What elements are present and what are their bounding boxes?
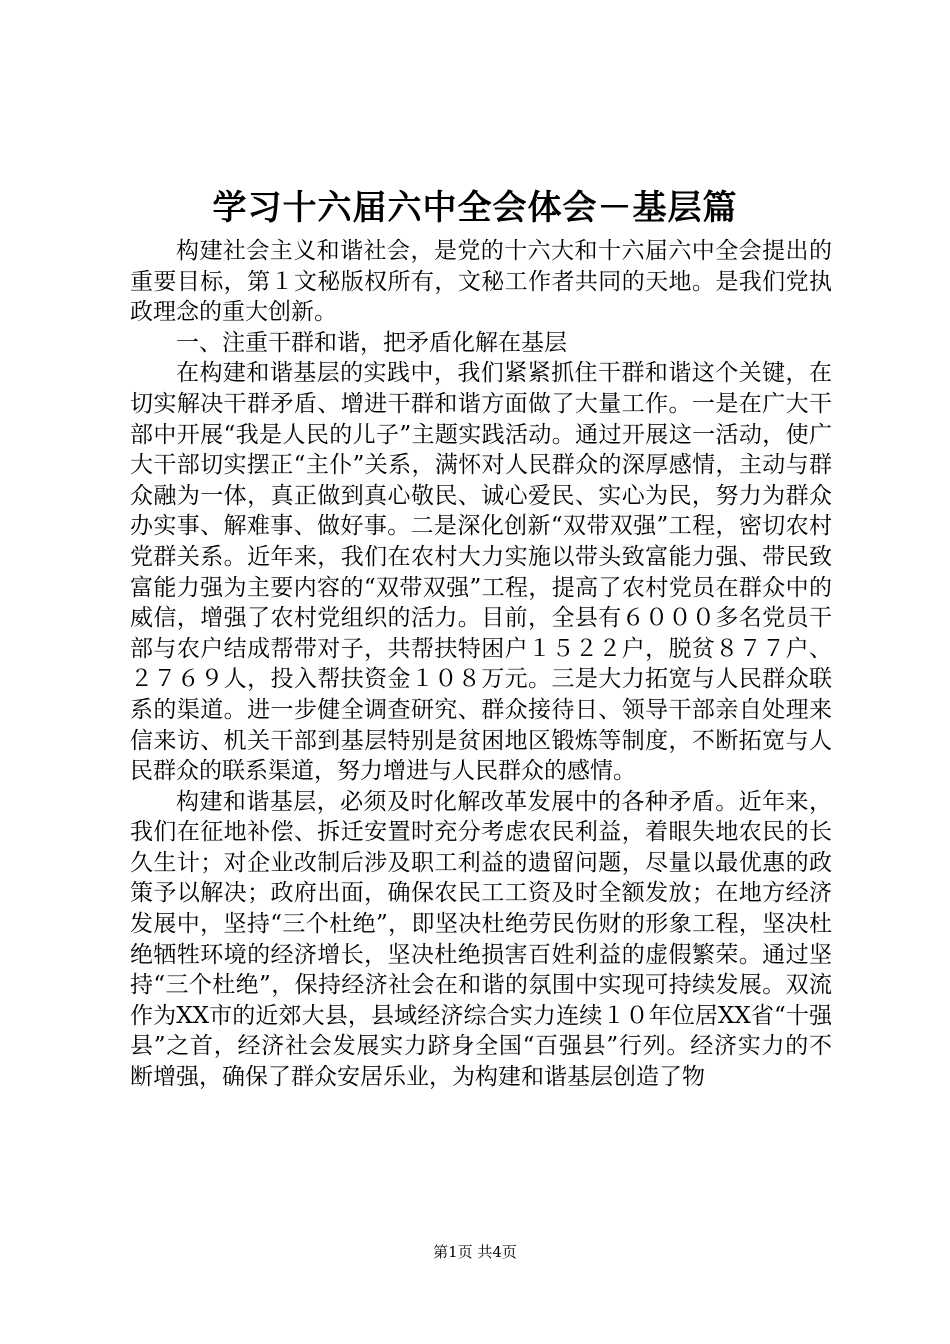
document-title: 学习十六届六中全会体会－基层篇 xyxy=(212,188,738,228)
paragraph-contradictions: 构建和谐基层，必须及时化解改革发展中的各种矛盾。近年来，我们在征地补偿、拆迁安置时充分考虑农民利益，着眼失地农民的长久生计；对企业改制后涉及职工利益的遗留问题，尽量以最优惠的政策予以解决；政府出面，确保农民工工资及时全额发放；在地方经济发展中，坚持“三个杜绝”，即坚决杜绝劳民伤财的形象工程，坚决杜绝牺牲环境的经济增长，坚决杜绝损害百姓利益的虚假繁荣。通过坚持“三个杜绝”，保持经济社会在和谐的氛围中实现可持续发展。双流作为XX市的近郊大县，县域经济综合实力连续１０年位居XX省“十强县”之首，经济社会发展实力跻身全国“百强县”行列。经济实力的不断增强，确保了群众安居乐业，为构建和谐基层创造了物 xyxy=(130,788,832,1091)
paragraph-practice: 在构建和谐基层的实践中，我们紧紧抓住干群和谐这个关键，在切实解决干群矛盾、增进干群和谐方面做了大量工作。一是在广大干部中开展“我是人民的儿子”主题实践活动。通过开展这一活动，使广大干部切实摆正“主仆”关系，满怀对人民群众的深厚感情，主动与群众融为一体，真正做到真心敬民、诚心爱民、实心为民，努力为群众办实事、解难事、做好事。二是深化创新“双带双强”工程，密切农村党群关系。近年来，我们在农村大力实施以带头致富能力强、带民致富能力强为主要内容的“双带双强”工程，提高了农村党员在群众中的威信，增强了农村党组织的活力。目前，全县有６０００多名党员干部与农户结成帮带对子，共帮扶特困户１５２２户，脱贫８７７户、２７６９人，投入帮扶资金１０８万元。三是大力拓宽与人民群众联系的渠道。进一步健全调查研究、群众接待日、领导干部亲自处理来信来访、机关干部到基层特别是贫困地区锻炼等制度，不断拓宽与人民群众的联系渠道，努力增进与人民群众的感情。 xyxy=(130,360,832,785)
page-footer: 第1页 共4页 xyxy=(433,1243,517,1261)
document-body xyxy=(130,236,832,1093)
section-heading: 一、注重干群和谐，把矛盾化解在基层 xyxy=(176,329,567,356)
paragraph-intro: 构建社会主义和谐社会，是党的十六大和十六届六中全会提出的重要目标，第１文秘版权所有，文秘工作者共同的天地。是我们党执政理念的重大创新。 xyxy=(130,238,832,326)
